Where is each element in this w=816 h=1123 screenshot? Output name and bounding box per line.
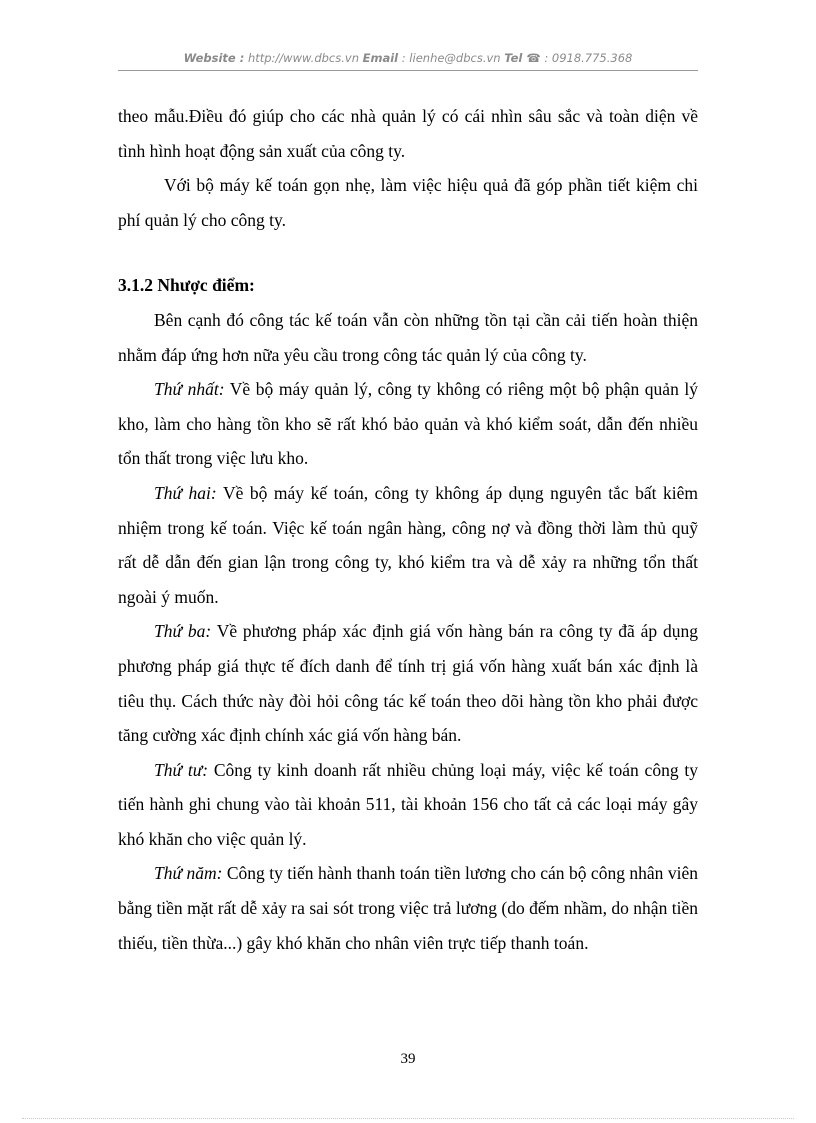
email-label: Email (362, 51, 399, 65)
paragraph-continued: theo mẫu.Điều đó giúp cho các nhà quản lý có cái nhìn sâu sắc và toàn diện về tình hình hoạt động sản xuất của công ty. (118, 106, 698, 161)
tel-label: Tel ☎ (504, 51, 541, 65)
document-body (118, 99, 698, 960)
email-address: : lienhe@dbcs.vn (401, 51, 501, 65)
paragraph-advantage: Với bộ máy kế toán gọn nhẹ, làm việc hiệu quả đã góp phần tiết kiệm chi phí quản lý cho công ty. (118, 175, 698, 230)
page-number: 39 (400, 1051, 416, 1067)
website-label: Website : (183, 51, 245, 65)
section-heading: 3.1.2 Nhược điểm: (118, 275, 255, 296)
website-url: http://www.dbcs.vn (247, 51, 359, 65)
tel-number: : 0918.775.368 (544, 51, 633, 65)
list-item (118, 372, 698, 476)
footer-divider (22, 1118, 794, 1119)
item-lead: Thứ hai: (154, 482, 217, 503)
item-lead: Thứ tư: (154, 759, 209, 780)
section-gap (118, 237, 698, 268)
item-lead: Thứ nhất: (154, 379, 225, 400)
item-text: Công ty kinh doanh rất nhiều chủng loại máy, việc kế toán công ty tiến hành ghi chung vào tài khoản 511, tài khoản 156 cho tất cả các loại máy gây khó khăn cho việc quản lý. (118, 759, 698, 849)
item-lead: Thứ ba: (154, 621, 212, 642)
paragraph-intro: Bên cạnh đó công tác kế toán vẫn còn những tồn tại cần cải tiến hoàn thiện nhằm đáp ứng hơn nữa yêu cầu trong công tác quản lý của công ty. (118, 309, 698, 365)
item-text: Công ty tiến hành thanh toán tiền lương cho cán bộ công nhân viên bằng tiền mặt rất dễ xảy ra sai sót trong việc trả lương (do đếm nhầm, do nhận tiền thiếu, tiền thừa...) gây khó khăn cho nhân viên trực tiếp thanh toán. (118, 863, 698, 953)
list-item (118, 753, 698, 857)
item-lead: Thứ năm: (154, 863, 223, 884)
list-item (118, 476, 698, 614)
item-text: Về phương pháp xác định giá vốn hàng bán ra công ty đã áp dụng phương pháp giá thực tế đích danh để tính trị giá vốn hàng xuất bán xác định là tiêu thụ. Cách thức này đòi hỏi công tác kế toán theo dõi hàng tồn kho phải được tăng cường xác định chính xác giá vốn hàng bán. (118, 621, 698, 746)
item-text: Về bộ máy quản lý, công ty không có riêng một bộ phận quản lý kho, làm cho hàng tồn kho sẽ rất khó bảo quản và khó kiểm soát, dẫn đến nhiều tổn thất trong việc lưu kho. (118, 379, 699, 469)
item-text: Về bộ máy kế toán, công ty không áp dụng nguyên tắc bất kiêm nhiệm trong kế toán. Việc kế toán ngân hàng, công nợ và đồng thời làm thủ quỹ rất dễ dẫn đến gian lận trong công ty, khó kiểm tra và dễ xảy ra những tổn thất ngoài ý muốn. (118, 482, 699, 607)
list-item (118, 856, 698, 960)
list-item (118, 614, 698, 752)
header-divider (118, 70, 698, 71)
page-header (118, 51, 698, 65)
